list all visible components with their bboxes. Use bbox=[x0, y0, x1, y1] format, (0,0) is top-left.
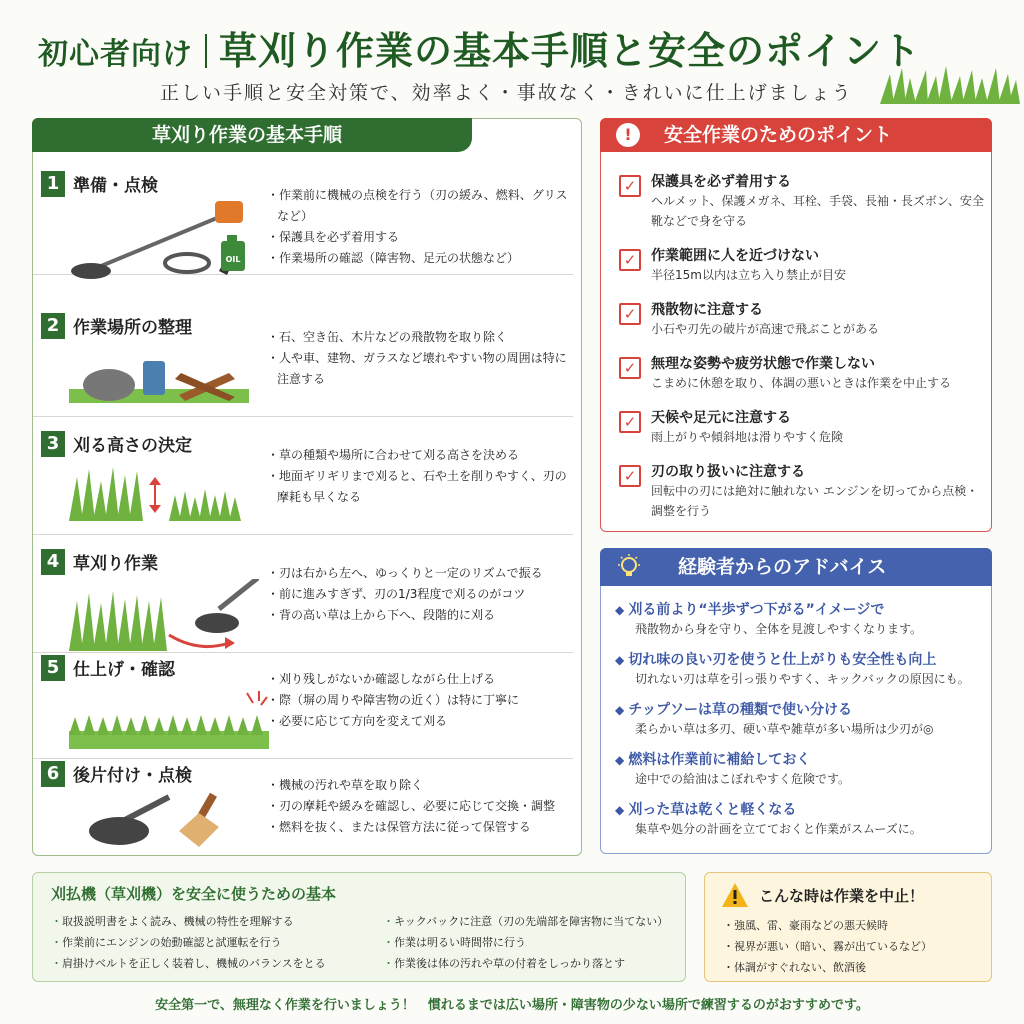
safety-item bbox=[619, 461, 989, 521]
oil-can-icon bbox=[219, 233, 247, 273]
cleaning-tools-icon bbox=[83, 791, 243, 851]
advice-item-desc: 集草や処分の計画を立てておくと作業がスムーズに。 bbox=[635, 822, 922, 836]
list-item: ・ 作業前にエンジンの始動確認と試運転を行う bbox=[51, 932, 326, 953]
advice-item-desc: 柔らかい草は多刃、硬い草や雑草が多い場所は少刃が◎ bbox=[635, 722, 934, 736]
list-item: ・ 必要に応じて方向を変えて刈る bbox=[267, 711, 577, 732]
step-1-bullets bbox=[267, 185, 577, 269]
advice-item-desc: 飛散物から身を守り、全体を見渡しやすくなります。 bbox=[635, 622, 923, 636]
stop-heading: こんな時は作業を中止！ bbox=[759, 887, 925, 905]
advice-heading-text: 経験者からのアドバイス bbox=[678, 556, 887, 578]
safety-item-title: 保護具を必ず着用する bbox=[651, 174, 791, 190]
list-item: ・ 燃料を抜く、または保管方法に従って保管する bbox=[267, 817, 577, 838]
advice-item-desc: 切れない刃は草を引っ張りやすく、キックバックの原因にも。 bbox=[635, 672, 970, 686]
advice-item-title: ◆ 刈った草は乾くと軽くなる bbox=[615, 799, 991, 819]
step-title: 草刈り作業 bbox=[73, 554, 158, 574]
safety-item-desc: ヘルメット、保護メガネ、耳栓、手袋、長袖・長ズボン、安全靴などで身を守る bbox=[651, 194, 984, 228]
step-1 bbox=[33, 157, 573, 275]
safety-heading-text: 安全作業のためのポイント bbox=[664, 124, 893, 146]
footer-note: 安全第一で、無理なく作業を行いましょう！ 慣れるまでは広い場所・障害物の少ない場所で練習するのがおすすめです。 bbox=[155, 998, 869, 1013]
step-number: 6 bbox=[41, 761, 65, 787]
step-3 bbox=[33, 417, 573, 535]
safety-item-desc: こまめに休憩を取り、体調の悪いときは作業を中止する bbox=[651, 376, 952, 390]
advice-item-desc: 途中での給油はこぼれやすく危険です。 bbox=[635, 772, 851, 786]
safety-item-desc: 雨上がりや傾斜地は滑りやすく危険 bbox=[651, 430, 844, 444]
checkbox-icon: ✓ bbox=[619, 465, 641, 487]
warning-icon bbox=[721, 882, 749, 908]
list-item: ・ 作業場所の確認（障害物、足元の状態など） bbox=[267, 248, 577, 269]
finished-lawn-icon bbox=[69, 685, 269, 749]
list-item: ・ 保護具を必ず着用する bbox=[267, 227, 577, 248]
list-item: ・ 背の高い草は上から下へ、段階的に刈る bbox=[267, 605, 577, 626]
advice-item-title: ◆ 燃料は作業前に補給しておく bbox=[615, 749, 991, 769]
list-item: ・ 体調がすぐれない、飲酒後 bbox=[723, 957, 932, 978]
page-subtitle: 正しい手順と安全対策で、効率よく・事故なく・きれいに仕上げましょう bbox=[160, 82, 853, 104]
title-main: 草刈り作業の基本手順と安全のポイント bbox=[219, 29, 922, 73]
checkbox-icon: ✓ bbox=[619, 303, 641, 325]
step-title: 作業場所の整理 bbox=[73, 318, 192, 338]
checkbox-icon: ✓ bbox=[619, 175, 641, 197]
step-number: 2 bbox=[41, 313, 65, 339]
step-6 bbox=[33, 747, 573, 853]
checkbox-icon: ✓ bbox=[619, 249, 641, 271]
advice-item bbox=[615, 699, 991, 739]
advice-panel bbox=[600, 548, 992, 854]
basics-panel bbox=[32, 872, 686, 982]
basics-left-list bbox=[51, 911, 326, 974]
alert-icon: ! bbox=[616, 123, 640, 147]
advice-item-title: ◆ 刈る前より“半歩ずつ下がる”イメージで bbox=[615, 599, 991, 619]
safety-item-title: 天候や足元に注意する bbox=[651, 410, 791, 426]
list-item: ・ 刃は右から左へ、ゆっくりと一定のリズムで振る bbox=[267, 563, 577, 584]
list-item: ・ 取扱説明書をよく読み、機械の特性を理解する bbox=[51, 911, 326, 932]
safety-item-title: 刃の取り扱いに注意する bbox=[651, 464, 805, 480]
advice-item-title: ◆ 切れ味の良い刃を使うと仕上がりも安全性も向上 bbox=[615, 649, 991, 669]
list-item: ・ キックバックに注意（刃の先端部を障害物に当てない） bbox=[383, 911, 668, 932]
step-6-bullets bbox=[267, 775, 577, 838]
debris-icon bbox=[69, 343, 249, 403]
step-number: 3 bbox=[41, 431, 65, 457]
step-title: 準備・点検 bbox=[73, 176, 158, 196]
step-number: 4 bbox=[41, 549, 65, 575]
step-title: 仕上げ・確認 bbox=[73, 660, 175, 680]
safety-item bbox=[619, 171, 989, 231]
oil-label: OIL bbox=[225, 255, 241, 264]
list-item: ・ 刈り残しがないか確認しながら仕上げる bbox=[267, 669, 577, 690]
basics-right-list bbox=[383, 911, 668, 974]
step-2-bullets bbox=[267, 327, 577, 390]
step-title: 刈る高さの決定 bbox=[73, 436, 192, 456]
safety-item-title: 作業範囲に人を近づけない bbox=[651, 248, 819, 264]
list-item: ・ 前に進みすぎず、刃の1/3程度で刈るのがコツ bbox=[267, 584, 577, 605]
page-title bbox=[38, 20, 921, 75]
safety-heading bbox=[600, 118, 992, 152]
step-4 bbox=[33, 535, 573, 653]
safety-item-desc: 小石や刃先の破片が高速で飛ぶことがある bbox=[651, 322, 880, 336]
basics-heading: 刈払機（草刈機）を安全に使うための基本 bbox=[51, 885, 337, 903]
list-item: ・ 視界が悪い（暗い、霧が出ているなど） bbox=[723, 936, 932, 957]
advice-item bbox=[615, 649, 991, 689]
step-number: 1 bbox=[41, 171, 65, 197]
list-item: ・ 機械の汚れや草を取り除く bbox=[267, 775, 577, 796]
safety-item-title: 飛散物に注意する bbox=[651, 302, 763, 318]
step-4-bullets bbox=[267, 563, 577, 626]
advice-item bbox=[615, 799, 991, 839]
advice-item bbox=[615, 749, 991, 789]
step-number: 5 bbox=[41, 655, 65, 681]
checkbox-icon: ✓ bbox=[619, 357, 641, 379]
safety-item bbox=[619, 299, 989, 339]
list-item: ・ 肩掛けベルトを正しく装着し、機械のバランスをとる bbox=[51, 953, 326, 974]
procedure-heading: 草刈り作業の基本手順 bbox=[32, 118, 472, 152]
list-item: ・ 人や車、建物、ガラスなど壊れやすい物の周囲は特に注意する bbox=[267, 348, 577, 390]
step-2 bbox=[33, 299, 573, 417]
list-item: ・ 刃の摩耗や緩みを確認し、必要に応じて交換・調整 bbox=[267, 796, 577, 817]
list-item: ・ 草の種類や場所に合わせて刈る高さを決める bbox=[267, 445, 577, 466]
safety-item bbox=[619, 245, 989, 285]
list-item: ・ 作業は明るい時間帯に行う bbox=[383, 932, 668, 953]
lightbulb-icon bbox=[616, 554, 642, 580]
safety-panel bbox=[600, 118, 992, 532]
list-item: ・ 強風、雷、豪雨などの悪天候時 bbox=[723, 915, 932, 936]
safety-item bbox=[619, 353, 989, 393]
grass-icon bbox=[880, 64, 1020, 104]
step-3-bullets bbox=[267, 445, 577, 508]
title-divider bbox=[205, 34, 207, 68]
step-title: 後片付け・点検 bbox=[73, 766, 192, 786]
advice-heading bbox=[600, 548, 992, 586]
step-5 bbox=[33, 641, 573, 759]
procedure-panel bbox=[32, 118, 582, 856]
safety-item-title: 無理な姿勢や疲労状態で作業しない bbox=[651, 356, 875, 372]
safety-item bbox=[619, 407, 989, 447]
list-item: ・ 石、空き缶、木片などの飛散物を取り除く bbox=[267, 327, 577, 348]
grass-height-icon bbox=[69, 461, 249, 521]
advice-item-title: ◆ チップソーは草の種類で使い分ける bbox=[615, 699, 991, 719]
stop-list bbox=[723, 915, 932, 978]
step-5-bullets bbox=[267, 669, 577, 732]
safety-item-desc: 半径15m以内は立ち入り禁止が目安 bbox=[651, 268, 846, 282]
list-item: ・ 地面ギリギリまで刈ると、石や土を削りやすく、刃の摩耗も早くなる bbox=[267, 466, 577, 508]
stop-panel bbox=[704, 872, 992, 982]
list-item: ・ 作業後は体の汚れや草の付着をしっかり落とす bbox=[383, 953, 668, 974]
checkbox-icon: ✓ bbox=[619, 411, 641, 433]
safety-item-desc: 回転中の刃には絶対に触れない エンジンを切ってから点検・調整を行う bbox=[651, 484, 979, 518]
list-item: ・ 作業前に機械の点検を行う（刃の緩み、燃料、グリスなど） bbox=[267, 185, 577, 227]
title-prefix: 初心者向け bbox=[38, 37, 193, 72]
advice-item bbox=[615, 599, 991, 639]
list-item: ・ 際（塀の周りや障害物の近く）は特に丁寧に bbox=[267, 690, 577, 711]
